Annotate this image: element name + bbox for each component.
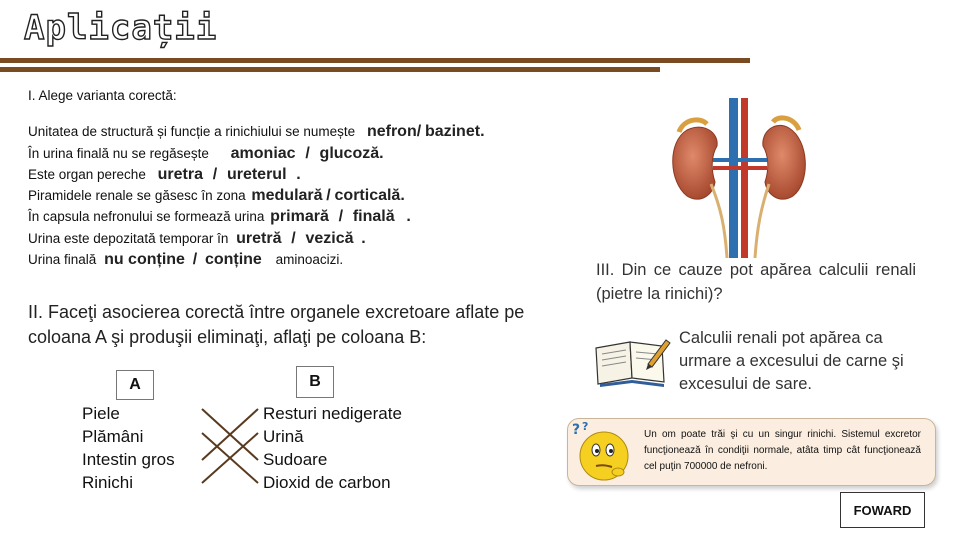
association-lines — [198, 405, 262, 487]
option-separator: / — [291, 230, 296, 247]
column-b-item: Sudoare — [263, 450, 328, 469]
thinking-face-icon — [570, 418, 640, 488]
section1-heading: I. Alege varianta corectă: — [28, 88, 177, 103]
line-end: . — [406, 208, 411, 225]
vein-icon — [729, 98, 738, 258]
option-1: nefron — [366, 123, 417, 140]
ureter-icon — [755, 184, 769, 258]
option-separator: / — [338, 208, 344, 225]
column-a-item: Rinichi — [82, 473, 134, 492]
line-text: Unitatea de structură și funcție a rinichiului se numește — [28, 124, 356, 139]
section1-line-3 — [28, 166, 301, 184]
line-text: Urina este depozitată temporar în — [28, 231, 229, 246]
ureter-icon — [711, 184, 727, 258]
option-separator: / — [326, 187, 331, 204]
title-underline-bottom — [0, 67, 660, 72]
option-separator: / — [416, 123, 422, 140]
option-2: bazinet — [424, 123, 481, 140]
section3-question: III. Din ce cauze pot apărea calculii renali (pietre la rinichi)? — [596, 261, 916, 303]
column-a-label: A — [116, 370, 154, 400]
artery-icon — [741, 98, 748, 258]
line-end: . — [296, 166, 301, 183]
line-end: . — [361, 230, 366, 247]
line-text: Urina finală — [28, 252, 97, 267]
section1-line-1 — [28, 123, 485, 141]
page-title: Aplicații — [24, 8, 218, 48]
option-1: primară — [270, 208, 329, 225]
fact-text: Un om poate trăi şi cu un singur rinichi. Sistemul excretor funcţionează în condiţii normale, atâta timp cât funcţionează cel puţin 700000 de nefroni. — [644, 429, 921, 472]
line-end: . — [400, 187, 405, 204]
option-2: vezică — [305, 230, 354, 247]
line-text: În capsula nefronului se formează urina — [28, 209, 265, 224]
option-separator: / — [212, 166, 218, 183]
svg-text:?: ? — [572, 422, 581, 438]
line-text: Piramidele renale se găsesc în zona — [28, 188, 246, 203]
line-end: . — [480, 123, 485, 140]
option-2: glucoză — [319, 145, 380, 162]
line-text: Este organ pereche — [28, 167, 146, 182]
line-end: . — [379, 145, 384, 162]
section1-line-2 — [28, 145, 384, 163]
column-a-item: Intestin gros — [82, 450, 175, 469]
section1-line-7 — [28, 251, 343, 269]
svg-text:?: ? — [582, 420, 589, 433]
column-b-label: B — [296, 366, 334, 398]
column-b-item: Urină — [263, 427, 304, 446]
option-2: ureterul — [226, 166, 287, 183]
option-1: medulară — [251, 187, 323, 204]
option-1: amoniac — [230, 145, 296, 162]
section1-line-5 — [28, 208, 411, 226]
column-a-list — [82, 402, 175, 494]
option-1: uretra — [157, 166, 203, 183]
title-underline-top — [0, 58, 750, 63]
left-kidney-icon — [673, 127, 717, 199]
option-1: uretră — [236, 230, 282, 247]
option-2: finală — [352, 208, 395, 225]
section3-answer: Calculii renali pot apărea ca urmare a excesului de carne şi excesului de sare. — [679, 329, 904, 393]
section1-line-4 — [28, 187, 405, 205]
kidney-illustration — [665, 98, 815, 258]
column-b-item: Dioxid de carbon — [263, 473, 391, 492]
option-separator: / — [192, 251, 198, 268]
section1-line-6 — [28, 230, 366, 248]
option-separator: / — [305, 145, 310, 162]
forward-button[interactable]: FOWARD — [840, 492, 925, 528]
option-2: conține — [204, 251, 262, 268]
option-1: nu conține — [104, 251, 185, 268]
column-b-list — [263, 402, 402, 494]
book-pencil-icon — [592, 334, 672, 388]
column-a-item: Piele — [82, 404, 120, 423]
column-a-item: Plămâni — [82, 427, 144, 446]
option-2: corticală — [334, 187, 401, 204]
line-text: În urina finală nu se regăsește — [28, 146, 209, 161]
column-b-item: Resturi nedigerate — [263, 404, 402, 423]
section2-heading: II. Faceţi asocierea corectă între organele excretoare aflate pe coloana A şi produşii eliminaţi, aflaţi pe coloana B: — [28, 302, 525, 347]
line-end: aminoacizi. — [275, 252, 344, 267]
